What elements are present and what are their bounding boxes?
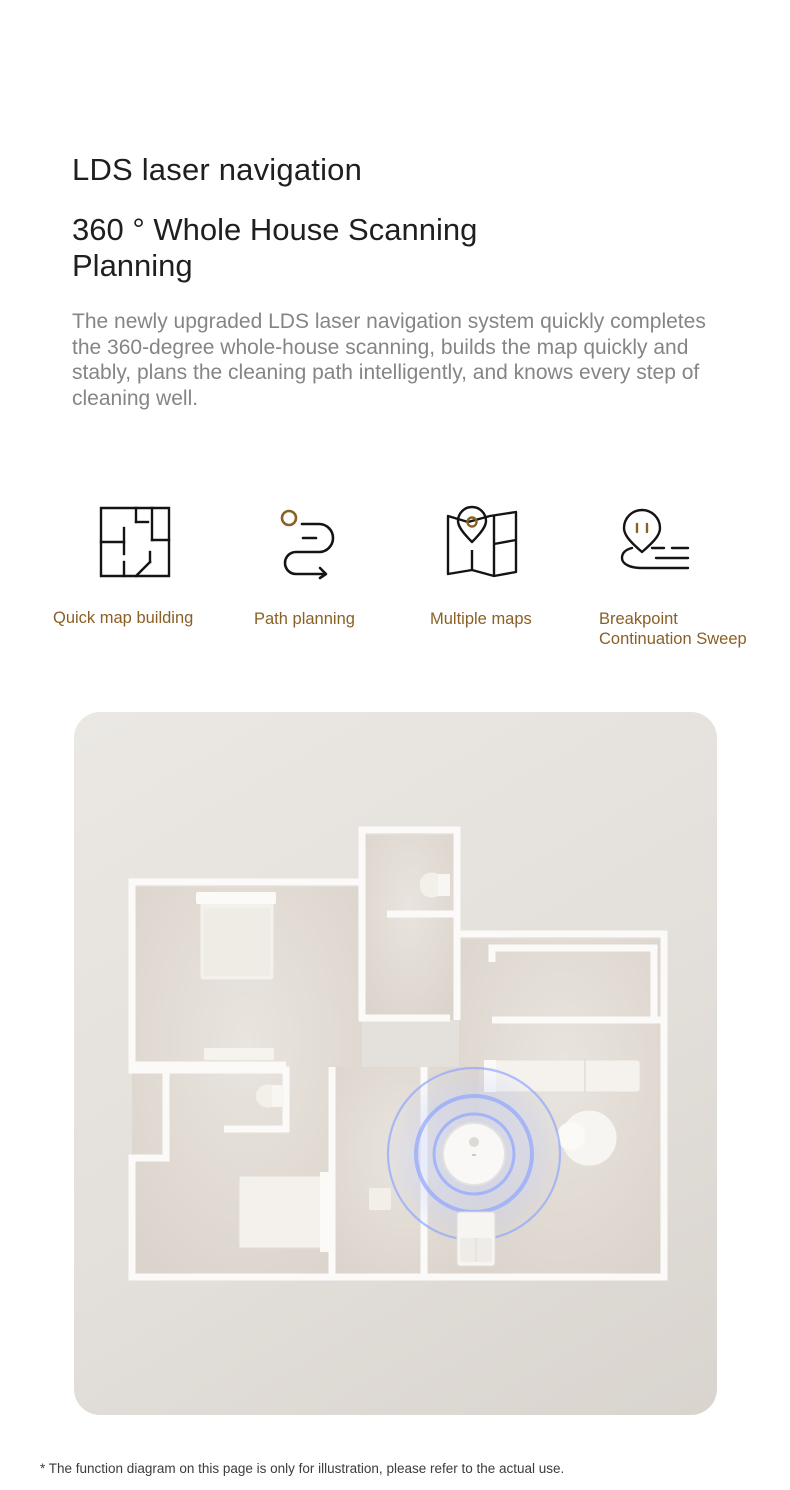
- section-description: The newly upgraded LDS laser navigation system quickly completes the 360-degree whole-house scanning, builds the map quickly and stably, plans the cleaning path intelligently, and knows every step of cleaning well.: [72, 310, 706, 410]
- folded-map-icon: [444, 504, 524, 584]
- floorplan-illustration: [74, 712, 717, 1415]
- feature-label: Path planning: [254, 610, 355, 628]
- floorplan-icon: [96, 504, 176, 584]
- footnote-disclaimer: * The function diagram on this page is only for illustration, please refer to the actual use.: [40, 1461, 565, 1476]
- feature-label-line: Continuation Sweep: [599, 630, 747, 648]
- feature-label: Multiple maps: [430, 610, 532, 628]
- section-eyebrow: LDS laser navigation: [72, 152, 363, 187]
- feature-label-line: Breakpoint: [599, 610, 678, 628]
- path-icon: [274, 504, 354, 584]
- section-headline: 360 ° Whole House Scanning Planning: [72, 212, 478, 283]
- feature-label: Quick map building: [53, 609, 194, 627]
- location-pin-icon: [616, 504, 696, 584]
